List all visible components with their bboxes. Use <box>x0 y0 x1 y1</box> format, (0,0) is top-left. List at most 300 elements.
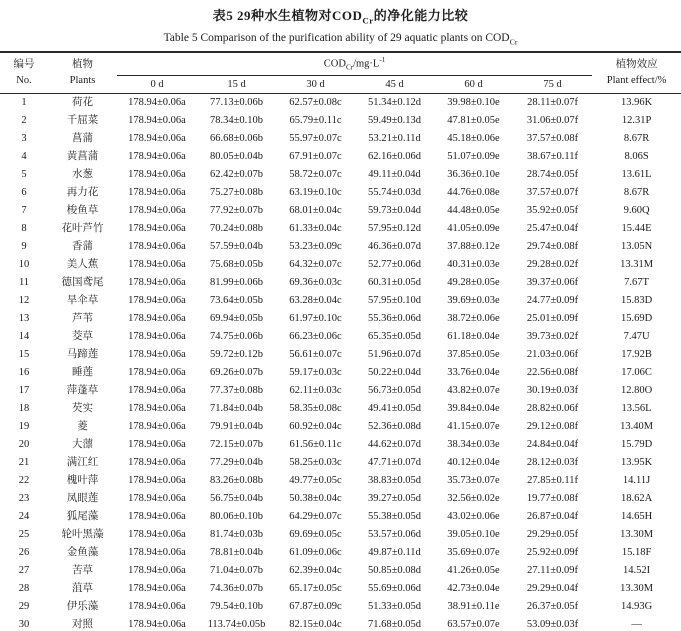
plant-name: 梭鱼草 <box>66 205 99 217</box>
title-cn-text-post: 的净化能力比较 <box>373 8 469 23</box>
plant-effect: 12.80O <box>620 385 653 397</box>
plant-effect: 7.47U <box>623 331 650 343</box>
plant-effect: 18.62A <box>620 493 653 505</box>
plant-effect: 13.95K <box>620 457 653 469</box>
cod-value-15d: 78.81±0.04b <box>209 547 263 559</box>
title-cn-subscript: Cr <box>362 15 374 26</box>
cod-value-0d: 178.94±0.06a <box>128 169 186 181</box>
cod-value-75d: 28.82±0.06f <box>526 403 579 415</box>
table-row <box>0 436 681 454</box>
plant-name: 马蹄莲 <box>66 349 99 361</box>
cod-value-60d: 38.91±0.11e <box>447 601 500 613</box>
cod-value-45d: 55.38±0.05d <box>367 511 421 523</box>
cod-value-75d: 31.06±0.07f <box>526 115 579 127</box>
plant-name: 花叶芦竹 <box>61 223 104 235</box>
title-en-text: Table 5 Comparison of the purification ability of 29 aquatic plants on COD <box>163 31 510 44</box>
row-number: 9 <box>21 241 27 253</box>
cod-value-0d: 178.94±0.06a <box>128 619 186 631</box>
table-row <box>0 256 681 274</box>
cod-value-0d: 178.94±0.06a <box>128 565 186 577</box>
cod-value-30d: 58.25±0.03c <box>289 457 342 469</box>
table-row <box>0 400 681 418</box>
cod-value-0d: 178.94±0.06a <box>128 151 186 163</box>
cod-value-0d: 178.94±0.06a <box>128 475 186 487</box>
col-header-day-30: 30 d <box>276 76 355 94</box>
plant-effect: 8.06S <box>624 151 649 163</box>
cod-value-75d: 30.19±0.03f <box>526 385 579 397</box>
cod-value-30d: 65.17±0.05c <box>289 583 342 595</box>
plant-name: 萍蓬草 <box>66 385 99 397</box>
cod-value-0d: 178.94±0.06a <box>128 457 186 469</box>
row-number: 6 <box>21 187 27 199</box>
col-header-day-15: 15 d <box>197 76 276 94</box>
table-row <box>0 238 681 256</box>
cod-value-60d: 40.31±0.03e <box>447 259 500 271</box>
plant-effect: — <box>631 619 642 631</box>
row-number: 5 <box>21 169 27 181</box>
cod-value-0d: 178.94±0.06a <box>128 529 186 541</box>
col-header-no <box>0 52 48 94</box>
cod-value-45d: 51.34±0.12d <box>367 97 421 109</box>
cod-value-30d: 55.97±0.07c <box>289 133 342 145</box>
cod-value-45d: 71.68±0.05d <box>367 619 421 631</box>
cod-value-0d: 178.94±0.06a <box>128 601 186 613</box>
cod-value-0d: 178.94±0.06a <box>128 403 186 415</box>
cod-value-15d: 70.24±0.08b <box>209 223 263 235</box>
cod-value-45d: 59.73±0.04d <box>367 205 421 217</box>
cod-value-15d: 77.92±0.07b <box>209 205 263 217</box>
row-number: 4 <box>21 151 27 163</box>
cod-value-45d: 53.21±0.11d <box>368 133 421 145</box>
cod-value-30d: 60.92±0.04c <box>289 421 342 433</box>
plant-name: 对照 <box>72 619 93 631</box>
col-header-day-60: 60 d <box>434 76 513 94</box>
cod-value-15d: 62.42±0.07b <box>209 169 263 181</box>
row-number: 13 <box>18 313 30 325</box>
cod-value-75d: 24.77±0.09f <box>526 295 579 307</box>
cod-value-45d: 57.95±0.12d <box>367 223 421 235</box>
cod-value-75d: 26.37±0.05f <box>526 601 579 613</box>
plant-effect: 15.44E <box>621 223 652 235</box>
cod-value-75d: 38.67±0.11f <box>527 151 578 163</box>
plant-effect: 8.67R <box>623 133 650 145</box>
plant-effect: 17.06C <box>621 367 652 379</box>
cod-value-15d: 71.84±0.04b <box>209 403 263 415</box>
cod-value-45d: 59.49±0.13d <box>367 115 421 127</box>
row-number: 28 <box>18 583 30 595</box>
table-row <box>0 562 681 580</box>
cod-value-15d: 56.75±0.04b <box>209 493 263 505</box>
table-row <box>0 310 681 328</box>
cod-value-75d: 24.84±0.04f <box>526 439 579 451</box>
plant-name: 满江红 <box>66 457 99 469</box>
cod-value-30d: 62.11±0.03c <box>289 385 342 397</box>
plant-name: 芦苇 <box>72 313 93 325</box>
cod-value-0d: 178.94±0.06a <box>128 97 186 109</box>
plant-effect: 7.67T <box>624 277 649 289</box>
row-number: 17 <box>18 385 30 397</box>
cod-value-60d: 35.73±0.07e <box>447 475 500 487</box>
cod-value-45d: 49.41±0.05d <box>367 403 421 415</box>
plant-effect: 15.83D <box>620 295 653 307</box>
plant-effect: 12.31P <box>621 115 652 127</box>
row-number: 25 <box>18 529 30 541</box>
row-number: 3 <box>21 133 27 145</box>
effect-header-en: Plant effect/% <box>606 75 667 87</box>
cod-value-45d: 65.35±0.05d <box>367 331 421 343</box>
cod-value-30d: 62.57±0.08c <box>289 97 342 109</box>
plant-name: 菹草 <box>72 583 93 595</box>
col-header-effect-text <box>592 57 681 89</box>
cod-value-75d: 28.12±0.03f <box>526 457 579 469</box>
cod-value-45d: 53.57±0.06d <box>367 529 421 541</box>
row-number: 10 <box>18 259 30 271</box>
effect-header-cn: 植物效应 <box>615 59 658 71</box>
table-row <box>0 148 681 166</box>
plant-name: 荷花 <box>72 97 93 109</box>
cod-value-0d: 178.94±0.06a <box>128 367 186 379</box>
plant-effect: 15.79D <box>620 439 653 451</box>
cod-value-0d: 178.94±0.06a <box>128 439 186 451</box>
plant-name: 狐尾藻 <box>66 511 99 523</box>
cod-value-15d: 73.64±0.05b <box>209 295 263 307</box>
cod-value-60d: 44.76±0.08e <box>447 187 500 199</box>
cod-value-45d: 50.22±0.04d <box>367 367 421 379</box>
cod-value-30d: 53.23±0.09c <box>289 241 342 253</box>
cod-value-45d: 55.69±0.06d <box>367 583 421 595</box>
cod-value-15d: 75.27±0.08b <box>209 187 263 199</box>
table-title-cn <box>0 0 681 26</box>
cod-value-60d: 41.05±0.09e <box>447 223 500 235</box>
plant-name: 凤眼莲 <box>66 493 99 505</box>
cod-value-75d: 53.09±0.03f <box>526 619 579 631</box>
plant-name: 伊乐藻 <box>66 601 99 613</box>
row-number: 27 <box>18 565 30 577</box>
plant-name: 再力花 <box>66 187 99 199</box>
cod-value-15d: 69.26±0.07b <box>209 367 263 379</box>
table-row <box>0 508 681 526</box>
col-header-day-0: 0 d <box>117 76 197 94</box>
cod-header-text: COD <box>323 58 346 70</box>
cod-header-unit: /mg·L <box>353 58 380 70</box>
row-number: 29 <box>18 601 30 613</box>
row-number: 18 <box>18 403 30 415</box>
cod-value-0d: 178.94±0.06a <box>128 241 186 253</box>
table-row <box>0 490 681 508</box>
cod-value-75d: 27.11±0.09f <box>527 565 578 577</box>
no-header-cn: 编号 <box>13 59 35 71</box>
cod-value-75d: 39.37±0.06f <box>526 277 579 289</box>
cod-value-45d: 44.62±0.07d <box>367 439 421 451</box>
row-number: 30 <box>18 619 30 631</box>
cod-value-45d: 55.36±0.06d <box>367 313 421 325</box>
table-row <box>0 184 681 202</box>
plant-name: 苦草 <box>72 565 93 577</box>
row-number: 23 <box>18 493 30 505</box>
row-number: 1 <box>21 97 27 109</box>
cod-value-0d: 178.94±0.06a <box>128 187 186 199</box>
table-row <box>0 580 681 598</box>
row-number: 14 <box>18 331 30 343</box>
cod-value-45d: 51.33±0.05d <box>367 601 421 613</box>
plant-header-cn: 植物 <box>72 59 93 71</box>
cod-value-75d: 28.74±0.05f <box>526 169 579 181</box>
cod-value-0d: 178.94±0.06a <box>128 259 186 271</box>
table-row <box>0 598 681 616</box>
cod-value-75d: 22.56±0.08f <box>526 367 579 379</box>
plant-name: 千屈菜 <box>66 115 99 127</box>
col-header-plant-text <box>48 57 117 89</box>
table-row <box>0 418 681 436</box>
cod-value-30d: 61.09±0.06c <box>289 547 342 559</box>
col-header-day-75: 75 d <box>513 76 592 94</box>
plant-effect: 14.93G <box>620 601 653 613</box>
col-header-day-45: 45 d <box>355 76 434 94</box>
cod-value-0d: 178.94±0.06a <box>128 295 186 307</box>
cod-value-60d: 61.18±0.04e <box>447 331 500 343</box>
plant-effect: 13.96K <box>620 97 653 109</box>
col-header-cod-group <box>117 52 592 76</box>
cod-value-45d: 51.96±0.07d <box>367 349 421 361</box>
cod-value-60d: 35.69±0.07e <box>447 547 500 559</box>
plant-effect: 13.40M <box>620 421 654 433</box>
row-number: 16 <box>18 367 30 379</box>
cod-value-15d: 74.36±0.07b <box>209 583 263 595</box>
cod-value-30d: 61.97±0.10c <box>289 313 342 325</box>
row-number: 11 <box>18 277 30 289</box>
cod-value-75d: 29.28±0.02f <box>526 259 579 271</box>
cod-value-75d: 37.57±0.08f <box>526 133 579 145</box>
cod-value-45d: 57.95±0.10d <box>367 295 421 307</box>
cod-value-30d: 68.01±0.04c <box>289 205 342 217</box>
cod-value-30d: 59.17±0.03c <box>289 367 342 379</box>
table-row <box>0 94 681 113</box>
plant-name: 大薸 <box>72 439 93 451</box>
table-row <box>0 454 681 472</box>
cod-value-75d: 37.57±0.07f <box>526 187 579 199</box>
cod-value-15d: 80.05±0.04b <box>209 151 263 163</box>
cod-value-75d: 26.87±0.04f <box>526 511 579 523</box>
cod-value-60d: 32.56±0.02e <box>447 493 500 505</box>
plant-name: 水葱 <box>72 169 93 181</box>
table-row <box>0 220 681 238</box>
row-number: 21 <box>18 457 30 469</box>
plant-effect: 14.11J <box>622 475 651 487</box>
no-header-en: No. <box>16 75 32 87</box>
cod-value-15d: 80.06±0.10b <box>209 511 263 523</box>
cod-value-75d: 29.12±0.08f <box>526 421 579 433</box>
cod-value-60d: 45.18±0.06e <box>447 133 500 145</box>
cod-value-0d: 178.94±0.06a <box>128 583 186 595</box>
cod-value-60d: 42.73±0.04e <box>447 583 500 595</box>
cod-value-0d: 178.94±0.06a <box>128 223 186 235</box>
plant-effect: 13.61L <box>621 169 652 181</box>
cod-value-45d: 46.36±0.07d <box>367 241 421 253</box>
cod-header-superscript: -1 <box>379 55 386 64</box>
plant-header-en: Plants <box>69 75 96 87</box>
cod-value-75d: 27.85±0.11f <box>527 475 578 487</box>
cod-value-0d: 178.94±0.06a <box>128 547 186 559</box>
cod-value-30d: 61.56±0.11c <box>289 439 342 451</box>
plant-effect: 9.60Q <box>623 205 650 217</box>
row-number: 2 <box>21 115 27 127</box>
cod-value-60d: 38.72±0.06e <box>447 313 500 325</box>
cod-value-60d: 41.26±0.05e <box>447 565 500 577</box>
cod-value-75d: 25.92±0.09f <box>526 547 579 559</box>
plant-effect: 13.30M <box>620 583 654 595</box>
cod-value-75d: 39.73±0.02f <box>526 331 579 343</box>
title-cn-text: 表5 29种水生植物对COD <box>212 8 363 23</box>
row-number: 12 <box>18 295 30 307</box>
cod-value-60d: 37.88±0.12e <box>447 241 500 253</box>
plant-effect: 13.31M <box>620 259 654 271</box>
cod-value-60d: 40.12±0.04e <box>447 457 500 469</box>
plant-name: 金鱼藻 <box>66 547 99 559</box>
cod-value-0d: 178.94±0.06a <box>128 421 186 433</box>
table-body <box>0 94 681 631</box>
table-header <box>0 52 681 94</box>
cod-value-0d: 178.94±0.06a <box>128 133 186 145</box>
table-row <box>0 130 681 148</box>
cod-header-subscript: Cr <box>345 63 354 72</box>
plant-name: 菱 <box>77 421 88 433</box>
cod-value-30d: 61.33±0.04c <box>289 223 342 235</box>
row-number: 19 <box>18 421 30 433</box>
cod-value-30d: 65.79±0.11c <box>289 115 342 127</box>
table-row <box>0 166 681 184</box>
cod-value-30d: 63.19±0.10c <box>289 187 342 199</box>
table-row <box>0 328 681 346</box>
row-number: 24 <box>18 511 30 523</box>
cod-value-45d: 52.36±0.08d <box>367 421 421 433</box>
plant-name: 德国鸢尾 <box>61 277 104 289</box>
cod-value-45d: 47.71±0.07d <box>367 457 421 469</box>
title-en-subscript: Cr <box>509 36 518 46</box>
plant-name: 黄菖蒲 <box>66 151 99 163</box>
plant-effect: 13.30M <box>620 529 654 541</box>
cod-value-15d: 79.91±0.04b <box>209 421 263 433</box>
cod-value-30d: 58.35±0.08c <box>289 403 342 415</box>
plant-name: 槐叶萍 <box>66 475 99 487</box>
cod-value-15d: 113.74±0.05b <box>207 619 266 631</box>
cod-value-15d: 83.26±0.08b <box>209 475 263 487</box>
plant-effect: 8.67R <box>623 187 650 199</box>
cod-value-60d: 51.07±0.09e <box>447 151 500 163</box>
cod-value-45d: 55.74±0.03d <box>367 187 421 199</box>
plant-name: 轮叶黑藻 <box>61 529 104 541</box>
cod-value-60d: 36.36±0.10e <box>447 169 500 181</box>
cod-value-60d: 38.34±0.03e <box>447 439 500 451</box>
cod-value-60d: 39.98±0.10e <box>447 97 500 109</box>
cod-value-45d: 49.87±0.11d <box>368 547 421 559</box>
cod-value-0d: 178.94±0.06a <box>128 313 186 325</box>
row-number: 8 <box>21 223 27 235</box>
cod-value-45d: 60.31±0.05d <box>367 277 421 289</box>
cod-value-15d: 74.75±0.06b <box>209 331 263 343</box>
cod-value-30d: 67.91±0.07c <box>289 151 342 163</box>
cod-value-60d: 47.81±0.05e <box>447 115 500 127</box>
cod-value-75d: 29.74±0.08f <box>526 241 579 253</box>
cod-value-45d: 50.85±0.08d <box>367 565 421 577</box>
cod-value-0d: 178.94±0.06a <box>128 115 186 127</box>
row-number: 26 <box>18 547 30 559</box>
col-header-no-text <box>0 57 48 89</box>
table-row <box>0 112 681 130</box>
table-row <box>0 526 681 544</box>
row-number: 20 <box>18 439 30 451</box>
cod-value-45d: 49.11±0.04d <box>368 169 421 181</box>
cod-value-15d: 72.15±0.07b <box>209 439 263 451</box>
plant-effect: 13.56L <box>621 403 652 415</box>
table-row <box>0 544 681 562</box>
cod-value-75d: 28.11±0.07f <box>527 97 578 109</box>
cod-value-75d: 29.29±0.04f <box>526 583 579 595</box>
plant-effect: 15.69D <box>620 313 653 325</box>
cod-value-60d: 39.69±0.03e <box>447 295 500 307</box>
cod-value-30d: 64.32±0.07c <box>289 259 342 271</box>
cod-value-30d: 64.29±0.07c <box>289 511 342 523</box>
plant-name: 旱伞草 <box>66 295 99 307</box>
table-row <box>0 364 681 382</box>
cod-value-15d: 81.74±0.03b <box>209 529 263 541</box>
cod-value-0d: 178.94±0.06a <box>128 205 186 217</box>
row-number: 15 <box>18 349 30 361</box>
cod-value-60d: 39.05±0.10e <box>447 529 500 541</box>
cod-value-60d: 63.57±0.07e <box>447 619 500 631</box>
cod-value-15d: 66.68±0.06b <box>209 133 263 145</box>
plant-name: 睡莲 <box>72 367 93 379</box>
table-row <box>0 202 681 220</box>
cod-value-30d: 56.61±0.07c <box>289 349 342 361</box>
cod-value-60d: 44.48±0.05e <box>447 205 500 217</box>
row-number: 22 <box>18 475 30 487</box>
cod-value-0d: 178.94±0.06a <box>128 385 186 397</box>
plant-name: 美人蕉 <box>66 259 99 271</box>
table-row <box>0 382 681 400</box>
cod-value-30d: 66.23±0.06c <box>289 331 342 343</box>
cod-value-60d: 43.02±0.06e <box>447 511 500 523</box>
table-row <box>0 616 681 631</box>
table-row <box>0 274 681 292</box>
cod-value-60d: 37.85±0.05e <box>447 349 500 361</box>
cod-value-45d: 38.83±0.05d <box>367 475 421 487</box>
table-row <box>0 472 681 490</box>
cod-value-0d: 178.94±0.06a <box>128 349 186 361</box>
plant-effect: 17.92B <box>621 349 652 361</box>
cod-value-15d: 77.37±0.08b <box>209 385 263 397</box>
cod-value-0d: 178.94±0.06a <box>128 493 186 505</box>
cod-value-30d: 49.77±0.05c <box>289 475 342 487</box>
cod-value-60d: 43.82±0.07e <box>447 385 500 397</box>
plant-name: 菖蒲 <box>72 133 93 145</box>
cod-value-15d: 81.99±0.06b <box>209 277 263 289</box>
cod-value-45d: 39.27±0.05d <box>367 493 421 505</box>
cod-value-30d: 50.38±0.04c <box>289 493 342 505</box>
cod-value-45d: 56.73±0.05d <box>367 385 421 397</box>
cod-value-15d: 69.94±0.05b <box>209 313 263 325</box>
cod-value-75d: 35.92±0.05f <box>526 205 579 217</box>
cod-value-15d: 57.59±0.04b <box>209 241 263 253</box>
cod-value-0d: 178.94±0.06a <box>128 331 186 343</box>
cod-value-15d: 71.04±0.07b <box>209 565 263 577</box>
cod-value-45d: 62.16±0.06d <box>367 151 421 163</box>
plant-effect: 13.05N <box>620 241 653 253</box>
plant-name: 芡实 <box>72 403 93 415</box>
table-title-en <box>0 32 681 46</box>
row-number: 7 <box>21 205 27 217</box>
plant-effect: 15.18F <box>621 547 652 559</box>
cod-value-30d: 82.15±0.04c <box>289 619 342 631</box>
